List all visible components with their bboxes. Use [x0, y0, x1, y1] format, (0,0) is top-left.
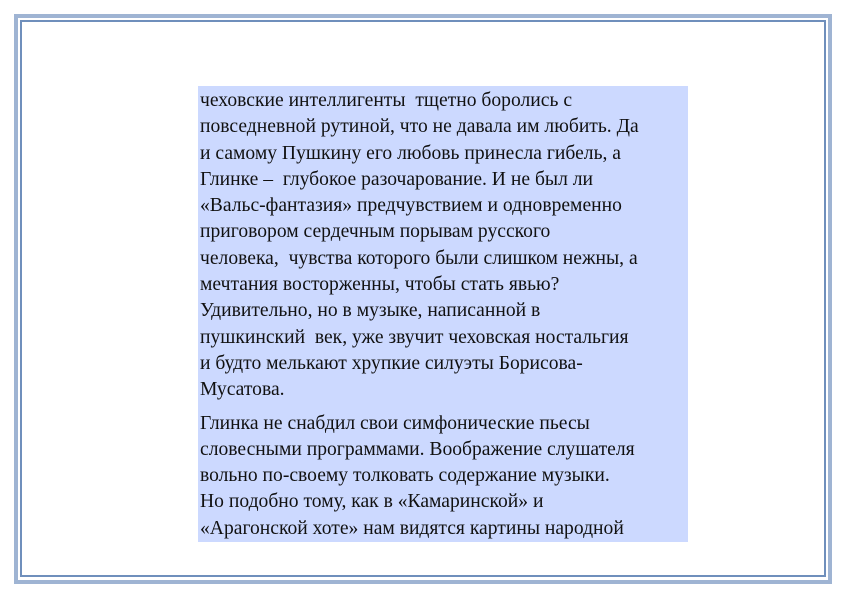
text-line: повседневной рутиной, что не давала им любить. Да — [200, 116, 639, 138]
text-line: Но подобно тому, как в «Камаринской» и — [200, 491, 544, 513]
text-line: Глинка не снабдил свои симфонические пьесы — [200, 412, 590, 434]
text-box — [198, 86, 688, 542]
text-line: вольно по-своему толковать содержание музыки. — [200, 465, 610, 487]
paragraph-1 — [200, 88, 688, 404]
text-line: пушкинский век, уже звучит чеховская ностальгия — [200, 326, 629, 348]
text-line: и будто мелькают хрупкие силуэты Борисова- — [200, 352, 583, 374]
text-line: чеховские интеллигенты тщетно боролись с — [200, 90, 573, 111]
paragraph-2 — [200, 411, 688, 542]
text-line: Мусатова. — [200, 379, 285, 401]
text-line: мечтания восторженны, чтобы стать явью? — [200, 274, 560, 296]
text-line: Удивительно, но в музыке, написанной в — [200, 300, 541, 322]
text-line: и самому Пушкину его любовь принесла гибель, а — [200, 142, 622, 164]
text-line: приговором сердечным порывам русского — [200, 221, 551, 243]
text-line: «Арагонской хоте» нам видятся картины народной — [200, 517, 624, 539]
text-line: человека, чувства которого были слишком нежны, а — [200, 247, 638, 269]
text-line: словесными программами. Воображение слушателя — [200, 438, 635, 460]
text-line: «Вальс-фантазия» предчувствием и одновременно — [200, 195, 622, 217]
text-line: Глинке – глубокое разочарование. И не был ли — [200, 168, 594, 190]
